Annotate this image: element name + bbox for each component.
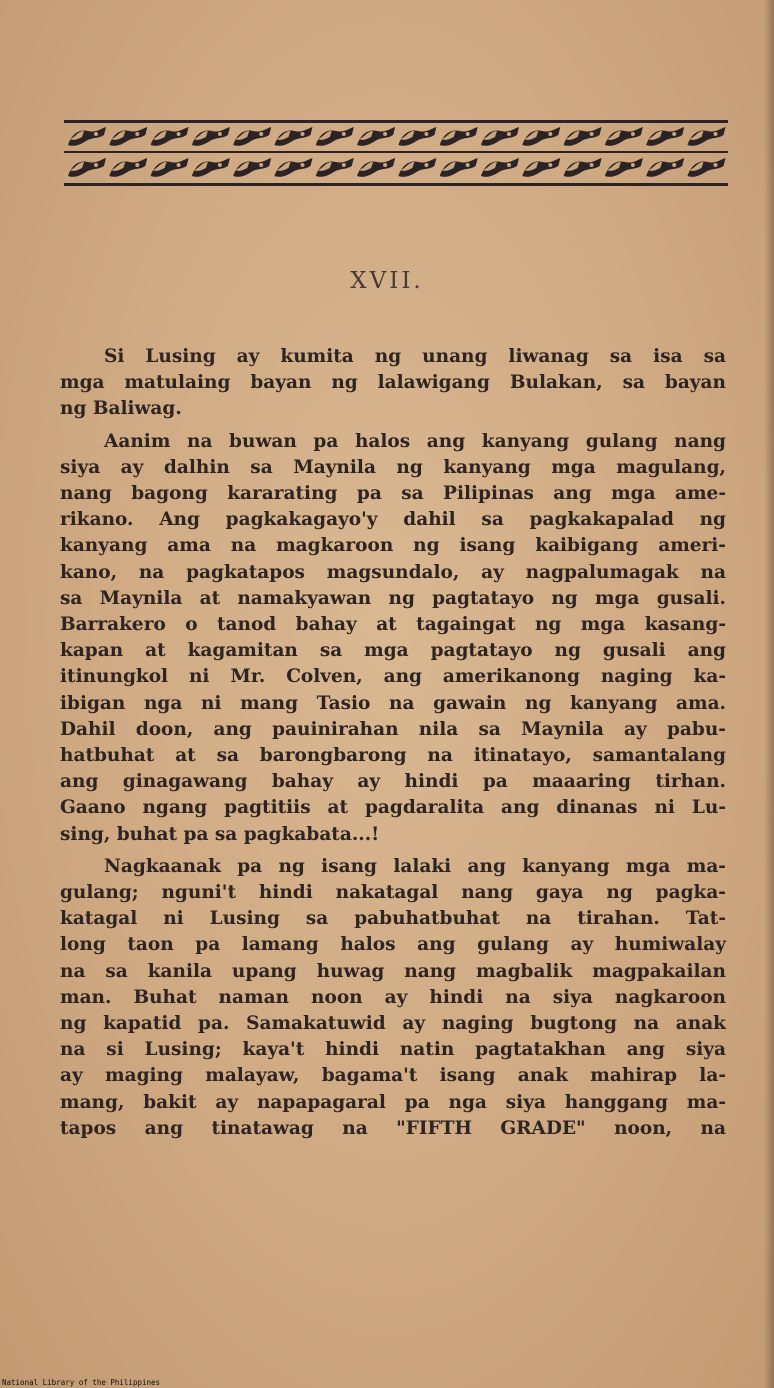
text-line: Barrakero o tanod bahay at tagaingat ng mga kasang- <box>60 614 726 636</box>
text-line: na sa kanila upang huwag nang magbalik magpakailan <box>60 960 726 982</box>
chapter-heading: XVII. <box>350 268 424 294</box>
ornament-motif <box>357 127 395 146</box>
text-line: tapos ang tinatawag na "FIFTH GRADE" noon, na <box>60 1117 726 1139</box>
ornament-motif <box>440 158 478 177</box>
text-line: ibigan nga ni mang Tasio na gawain ng kanyang ama. <box>60 692 726 714</box>
ornament-motif <box>688 158 726 177</box>
ornament-motif <box>109 127 147 146</box>
text-line: ng kapatid pa. Samakatuwid ay naging bugtong na anak <box>60 1013 726 1035</box>
text-line: ay maging malayaw, bagama't isang anak mahirap la- <box>60 1065 726 1087</box>
ornament-motif <box>233 127 271 146</box>
ornament-motif <box>440 127 478 146</box>
page-edge-shadow <box>764 0 774 1388</box>
decorative-header-ornament <box>64 120 728 186</box>
ornament-motif <box>357 158 395 177</box>
ornament-motif <box>522 158 560 177</box>
text-line: mga matulaing bayan ng lalawigang Bulakan, sa bayan <box>60 372 726 394</box>
text-line: Gaano ngang pagtitiis at pagdaralita ang dinanas ni Lu- <box>60 797 726 819</box>
text-line: itinungkol ni Mr. Colven, ang amerikanong naging ka- <box>60 666 726 688</box>
text-line: Si Lusing ay kumita ng unang liwanag sa isa sa <box>104 346 726 367</box>
ornament-motif <box>646 127 684 146</box>
text-line: Nagkaanak pa ng isang lalaki ang kanyang mga ma- <box>104 855 726 877</box>
text-line: gulang; nguni't hindi nakatagal nang gaya ng pagka- <box>60 882 726 904</box>
ornament-motif <box>481 158 519 177</box>
text-line: katagal ni Lusing sa pabuhatbuhat na tirahan. Tat- <box>60 908 726 930</box>
ornament-motif <box>316 127 354 146</box>
text-line: sa Maynila at namakyawan ng pagtatayo ng mga gusali. <box>60 587 726 609</box>
text-line: hatbuhat at sa barongbarong na itinatayo, samantalang <box>60 745 726 767</box>
text-line: mang, bakit ay napapagaral pa nga siya hanggang ma- <box>60 1091 726 1113</box>
text-line: kano, na pagkatapos magsundalo, ay nagpalumagak na <box>60 561 726 583</box>
text-line: ang ginagawang bahay ay hindi pa maaaring tirhan. <box>60 771 726 793</box>
ornament-motif <box>151 158 189 177</box>
ornament-motif <box>605 127 643 146</box>
text-line: sing, buhat pa sa pagkabata...! <box>60 823 380 845</box>
text-line: Dahil doon, ang pauinirahan nila sa Maynila ay pabu- <box>60 718 726 740</box>
ornament-motif <box>688 127 726 146</box>
ornament-motif <box>398 127 436 146</box>
footer-credit: National Library of the Philippines <box>2 1378 161 1387</box>
text-line: kanyang ama na magkaroon ng isang kaibigang ameri- <box>60 535 726 557</box>
text-line: Aanim na buwan pa halos ang kanyang gulang nang <box>104 430 726 452</box>
text-line: ng Baliwag. <box>60 398 182 420</box>
ornament-motif <box>481 127 519 146</box>
text-line: kapan at kagamitan sa mga pagtatayo ng gusali ang <box>60 640 726 662</box>
ornament-motif <box>605 158 643 177</box>
ornament-motif <box>646 158 684 177</box>
ornament-motif <box>151 127 189 146</box>
ornament-motif <box>233 158 271 177</box>
text-line: na si Lusing; kaya't hindi natin pagtatakhan ang siya <box>60 1039 726 1061</box>
text-line: nang bagong kararating pa sa Pilipinas ang mga ame- <box>60 483 726 505</box>
ornament-motif <box>192 158 230 177</box>
ornament-motif <box>398 158 436 177</box>
ornament-motif <box>275 127 313 146</box>
text-line: rikano. Ang pagkakagayo'y dahil sa pagkakapalad ng <box>60 509 726 531</box>
ornament-motif <box>192 127 230 146</box>
text-line: man. Buhat naman noon ay hindi na siya nagkaroon <box>60 986 726 1008</box>
body-text <box>60 344 726 1142</box>
ornament-motif <box>109 158 147 177</box>
text-line: siya ay dalhin sa Maynila ng kanyang mga magulang, <box>60 456 726 478</box>
ornament-motif <box>564 158 602 177</box>
ornament-motif <box>522 127 560 146</box>
ornament-motif <box>564 127 602 146</box>
ornament-motif <box>316 158 354 177</box>
ornament-motif <box>275 158 313 177</box>
ornament-motif <box>68 127 106 146</box>
text-line: long taon pa lamang halos ang gulang ay humiwalay <box>60 934 726 956</box>
ornament-motif <box>68 158 106 177</box>
